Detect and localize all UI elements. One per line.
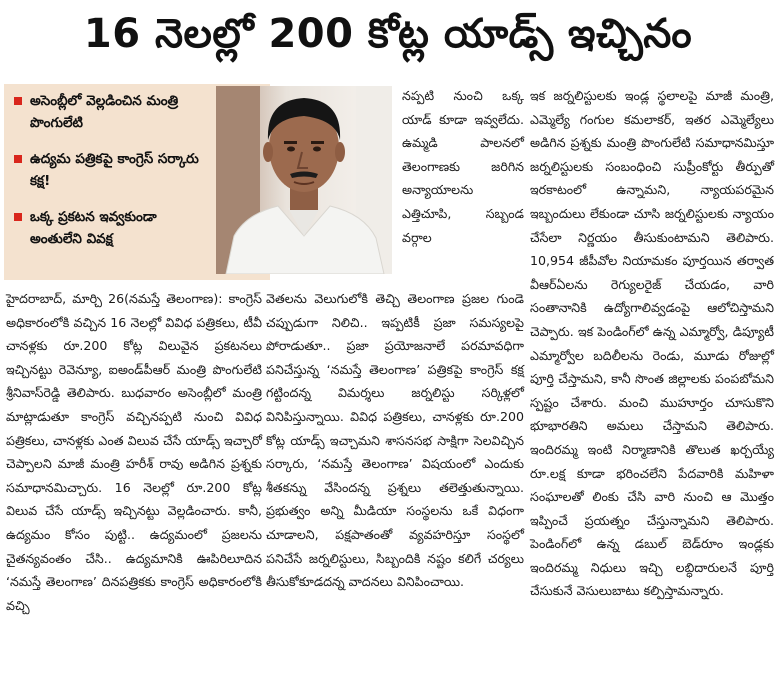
article-paragraph: ఇక జర్నలిస్టులకు ఇండ్ల స్థలాలపై మాజీ మంత్రి, ఎమ్మెల్యే గంగుల కమలాకర్, ఇతర ఎమ్మెల్యేలు అడిగిన ప్రశ్నకు మంత్రి పొంగులేటి సమాధానమిస్తూ జర్నలిస్టులకు సంబంధించి సుప్రీంకోర్టు తీర్పుతో ఇరకాటంలో ఉన్నామని, న్యాయపరమైన ఇబ్బందులు లేకుండా చూసి జర్నలిస్టులకు న్యాయం చేసేలా నిర్ణయం తీసుకుంటామని తెలిపారు. 10,954 జీపీవోల నియామకం పూర్తయిన తర్వాత వీఆర్‌ఏలను రెగ్యులరైజ్ చేయడం, వారి సంతానానికి ఉద్యోగాలివ్వడంపై ఆలోచిస్తామని చెప్పారు. ఇక పెండింగ్‌లో ఉన్న ఎమ్మార్వో, డిప్యూటీ ఎమ్మార్వోల బదిలీలను రెండు, మూడు రోజుల్లో పూర్తి చేస్తామని, కానీ సొంత జిల్లాలకు పంపబోమని స్పష్టం చేశారు. మంచి ముహూర్తం చూసుకొని భూభారతిని అమలు చేస్తామని తెలిపారు. ఇందిరమ్మ ఇంటి నిర్మాణానికి తొలుత ఖర్చయ్యే రూ.లక్ష కూడా భరించలేని పేదవారికి మహిళా సంఘాలతో లింకు చేసి వారి నుంచి ఆ మొత్తం ఇప్పించే ప్రయత్నం చేస్తున్నామని తెలిపారు. పెండింగ్‌లో ఉన్న డబుల్ బెడ్‌రూం ఇండ్లకు ఇందిరమ్మ నిధులు ఇచ్చి లబ్ధిదారులనే పూర్తి చేసుకునే వెసులుబాటు కల్పిస్తామన్నారు. — [530, 88, 774, 599]
column-1 — [6, 287, 262, 617]
article-paragraph: నప్పటి నుంచి ఒక్క యాడ్ కూడా ఇవ్వలేదు. ఉమ్మడి పాలనలో తెలంగాణకు జరిగిన అన్యాయాలను ఎత్తిచూపి, సబ్బండ వర్గాల — [402, 88, 524, 245]
column-2-bottom — [266, 287, 524, 594]
portrait-illustration — [216, 86, 392, 274]
highlight-text: ఒక్క ప్రకటన ఇవ్వకుండా అంతులేని వివక్ష — [30, 209, 157, 247]
highlight-text: ఉద్యమ పత్రికపై కాంగ్రెస్ సర్కారు కక్ష! — [30, 151, 199, 189]
bullet-icon — [14, 155, 22, 163]
column-2-top — [402, 84, 524, 249]
bullet-icon — [14, 97, 22, 105]
article-paragraph: వెతలను వెలుగులోకి తెచ్చి తెలంగాణ ప్రజల గుండె చప్పుడుగా నిలిచి.. ఇప్పటికీ ప్రజా సమస్యలపై పోరాడుతూ.. ప్రజా ప్రయోజనాలే పరమావధిగా పనిచేస్తున్న ‘నమస్తే తెలంగాణ’ పత్రికపై కాంగ్రెస్ కక్ష గట్టిందన్న విమర్శలు జర్నలిస్టు సర్కిళ్లలో వినిపిస్తున్నాయి. వివిధ పత్రికలు, చానళ్లకు రూ.200 కోట్ల యాడ్స్ ఇచ్చామని శాసనసభ సాక్షిగా సెలవిచ్చిన సర్కారు, ‘నమస్తే తెలంగాణ’ విషయంలో ఎందుకు శీతకన్ను వేసిందన్న ప్రశ్నలు తలెత్తుతున్నాయి. ప్రభుత్వం అన్ని మీడియా సంస్థలను ఒకే విధంగా చూడాలని, పక్షపాతంతో వ్యవహరిస్తూ సంస్థలో పనిచేసే జర్నలిస్టులు, సిబ్బందికి నష్టం కలిగే చర్యలు తీసుకోకూడదన్న వాదనలు వినిపించాయి. — [266, 291, 524, 590]
highlight-text: అసెంబ్లీలో వెల్లడించిన మంత్రి పొంగులేటి — [30, 93, 179, 131]
headline: 16 నెలల్లో 200 కోట్ల యాడ్స్ ఇచ్చినం — [83, 11, 693, 57]
column-3 — [530, 84, 774, 603]
minister-portrait-icon — [216, 86, 392, 274]
article-paragraph: హైదరాబాద్, మార్చి 26(నమస్తే తెలంగాణ): కాంగ్రెస్ అధికారంలోకి వచ్చిన 16 నెలల్లో వివిధ పత్రికలు, టీవీ చానళ్లకు రూ.200 కోట్ల విలువైన ప్రకటనలు ఇచ్చినట్టు రెవెన్యూ, ఐఅండ్‌పీఆర్ మంత్రి పొంగులేటి శ్రీనివాస్‌రెడ్డి తెలిపారు. బుధవారం అసెంబ్లీలో మంత్రి మాట్లాడుతూ కాంగ్రెస్ వచ్చినప్పటి నుంచి వివిధ పత్రికలు, చానళ్లకు ఎంత విలువ చేసే యాడ్స్ ఇచ్చారో చెప్పాలని మాజీ మంత్రి హరీశ్ రావు అడిగిన ప్రశ్నకు సమాధానమిచ్చారు. 16 నెలల్లో రూ.200 కోట్ల విలువ చేసే యాడ్స్ ఇచ్చినట్టు వెల్లడించారు. కానీ, ఉద్యమం కోసం పుట్టి.. ఉద్యమంలో ప్రజలను చైతన్యవంతం చేసి.. ఉద్యమానికి ఊపిరిలూదిన ‘నమస్తే తెలంగాణ’ దినపత్రికకు కాంగ్రెస్ అధికారంలోకి వచ్చి — [6, 291, 262, 613]
bullet-icon — [14, 213, 22, 221]
